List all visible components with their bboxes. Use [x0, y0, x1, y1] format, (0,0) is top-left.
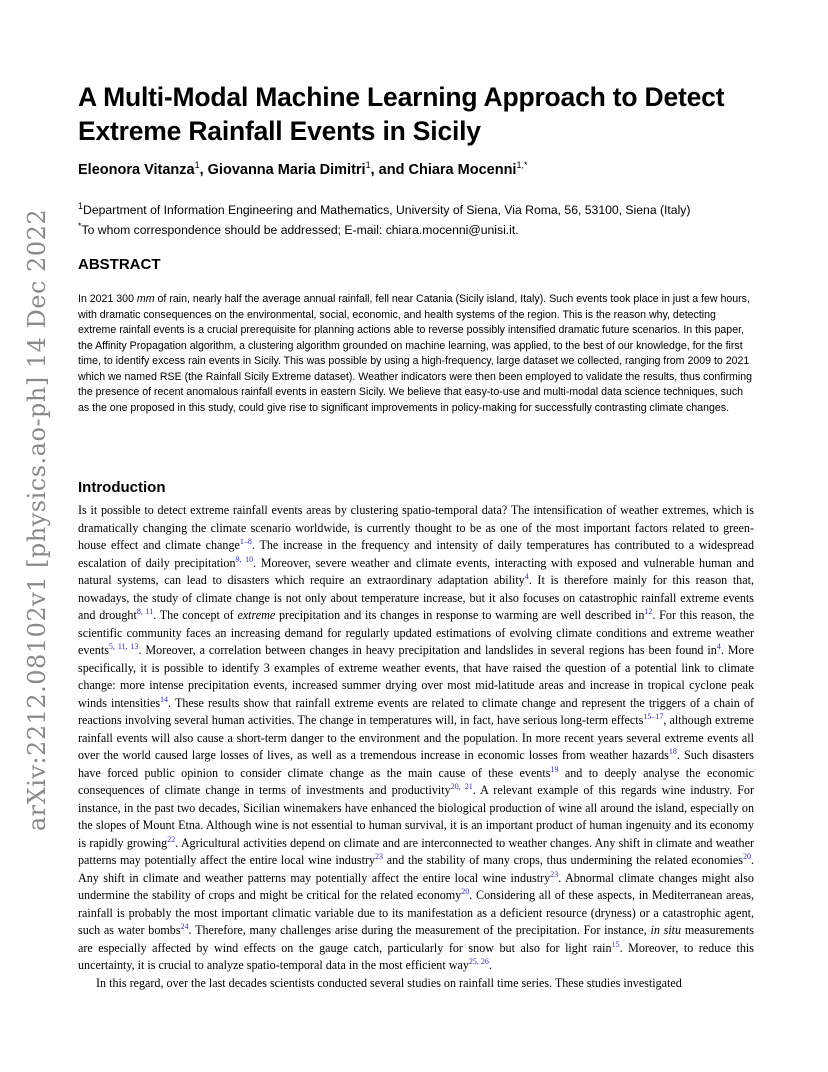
- citation-link[interactable]: 20: [461, 886, 470, 896]
- author-list: [78, 160, 527, 178]
- text-span: and to deeply analyse the economic consequences of climate change in terms of investments and productivity: [78, 765, 754, 797]
- arxiv-sidebar: [12, 208, 62, 832]
- abstract-unit: mm: [136, 293, 155, 305]
- text-span: . Such disasters have forced public opinion to consider climate change as the main cause of these events: [78, 748, 754, 780]
- citation-link[interactable]: 4: [524, 571, 529, 581]
- citation-link[interactable]: 18: [668, 746, 677, 756]
- abstract-text: [78, 292, 754, 416]
- text-span: precipitation and its changes in response to warming are well described in: [275, 608, 645, 622]
- correspondence-line: [78, 218, 768, 238]
- text-span: . Abnormal climate changes might also undermine the stability of crops and might be critical for the related economy: [78, 870, 754, 902]
- text-span: .: [488, 958, 492, 972]
- text-span: . A relevant example of this regards wine industry. For instance, in the past two decades, Sicilian winemakers have enhanced the biological production of wine all around the island, especially on the slopes of Mount Etna. Although wine is not essential to human survival, it is an important product of human ingenuity and its economy is rapidly growing: [78, 783, 755, 850]
- text-span: . For this reason, the scientific community faces an increasing demand for regularly updated estimations of evolving climate conditions and extreme weather events: [78, 608, 754, 657]
- author-name: Eleonora Vitanza: [78, 161, 195, 178]
- intro-paragraph-1: [78, 502, 754, 975]
- text-span: . Moreover, to reduce this uncertainty, it is crucial to analyze spatio-temporal data in the most efficient way: [78, 940, 754, 972]
- citation-link[interactable]: 12: [644, 606, 653, 616]
- citation-link[interactable]: 8, 11: [136, 606, 154, 616]
- intro-paragraph-2: In this regard, over the last decades scientists conducted several studies on rainfall time series. These studies investigated: [96, 975, 682, 990]
- citation-link[interactable]: 1–8: [239, 536, 252, 546]
- text-span: . It is therefore mainly for this reason that, nowadays, the study of climate change is not only about temperature increase, but it also focuses on catastrophic rainfall extreme events and drought: [78, 573, 754, 622]
- author-separator: , and: [370, 161, 409, 178]
- citation-link[interactable]: 24: [180, 921, 189, 931]
- text-span: . Therefore, many challenges arise during the measurement of the precipitation. For instance,: [188, 923, 651, 937]
- arxiv-identifier: arXiv:2212.08102v1 [physics.ao-ph] 14 Dec 2022: [23, 208, 52, 832]
- author-name: Giovanna Maria Dimitri: [207, 161, 366, 178]
- author-name: Chiara Mocenni: [408, 161, 517, 178]
- abstract-span: of rain, nearly half the average annual rainfall, fell near Catania (Sicily island, Italy). Such events took place in just a few hours, with dramatic consequences on the environmental, social, economic, and health systems of the region. This is the reason why, detecting extreme rainfall events is a crucial prerequisite for planning actions able to reverse possibly intensified dramatic future scenarios. In this paper, the Affinity Propagation algorithm, a clustering algorithm grounded on machine learning, was applied, to the best of our knowledge, for the first time, to identify excess rain events in Sicily. This was possible by using a high-frequency, large dataset we collected, ranging from 2009 to 2021 which we named RSE (the Rainfall Sicily Extreme dataset). Weather indicators were then been employed to validate the results, thus confirming the presence of recent anomalous rainfall events in eastern Sicily. We believe that easy-to-use and multi-modal data science techniques, such as the one proposed in this study, could give rise to significant improvements in policy-making for successfully contrasting climate changes.: [78, 293, 753, 414]
- text-span: , although extreme rainfall events will also cause a short-term danger to the environment and the population. In more recent years several extreme events all over the world caused large losses of lives, as well as a tremendous increase in economic losses from weather hazards: [78, 713, 754, 762]
- text-span: . Moreover, severe weather and climate events, interacting with exposed and vulnerable human and natural systems, can lead to disasters which require an extraordinary adaptation ability: [78, 555, 754, 587]
- text-span: and the stability of many crops, thus undermining the related economies: [383, 853, 743, 867]
- text-span: . Considering all of these aspects, in Mediterranean areas, rainfall is probably the most important climatic variable due to its manifestation as a deficient resource (dryness) or a catastrophic agent, such as water bombs: [78, 888, 754, 937]
- affiliation-mark: 1: [78, 201, 84, 211]
- citation-link[interactable]: 15–17: [643, 711, 664, 721]
- author-separator: ,: [199, 161, 208, 178]
- affiliation-text: Department of Information Engineering and Mathematics, University of Siena, Via Roma, 56, 53100, Siena (Italy): [83, 203, 691, 218]
- introduction-body: [78, 502, 754, 992]
- citation-link[interactable]: 14: [160, 694, 169, 704]
- text-span: measurements are especially affected by wind effects on the gauge catch, particularly for snow but also for light rain: [78, 923, 754, 955]
- citation-link[interactable]: 20, 21: [450, 781, 473, 791]
- correspondence-mark: *: [78, 221, 82, 232]
- text-span: . More specifically, it is possible to identify 3 examples of extreme weather events, that have raised the question of a potential link to climate change: more intense precipitation events, increased summer drying over most mid-latitude areas and increase in tropical cyclone peak winds intensities: [78, 643, 754, 710]
- affiliation-mark: 1,*: [516, 160, 528, 170]
- affiliations: [78, 198, 768, 238]
- citation-link[interactable]: 20: [742, 851, 751, 861]
- citation-link[interactable]: 19: [550, 764, 559, 774]
- text-span: . Agricultural activities depend on climate and are interconnected to weather changes. Any shift in climate and weather patterns may potentially affect the entire local wine industry: [78, 835, 754, 867]
- text-span: . These results show that rainfall extreme events are related to climate change and represent the triggers of a chain of reactions involving several human activities. The change in temperatures will, in fact, have serious long-term effects: [78, 695, 754, 727]
- citation-link[interactable]: 15: [611, 939, 620, 949]
- affiliation-line: [78, 198, 768, 218]
- text-span: . The increase in the frequency and intensity of daily temperatures has contributed to a widespread escalation of daily precipitation: [78, 538, 755, 570]
- abstract-span: In 2021 300: [78, 293, 137, 305]
- correspondence-text: To whom correspondence should be addressed; E-mail: chiara.mocenni@unisi.it.: [81, 223, 519, 238]
- introduction-heading: Introduction: [78, 479, 166, 496]
- citation-link[interactable]: 22: [167, 834, 176, 844]
- citation-link[interactable]: 4: [716, 641, 721, 651]
- citation-link[interactable]: 25, 26: [468, 956, 489, 966]
- citation-link[interactable]: 9, 10: [235, 554, 254, 564]
- paper-title: A Multi-Modal Machine Learning Approach to Detect Extreme Rainfall Events in Sicily: [78, 82, 725, 146]
- emphasis-text: extreme: [237, 608, 276, 622]
- affiliation-mark: 1: [365, 160, 371, 170]
- emphasis-text: in situ: [650, 923, 682, 937]
- abstract-heading: ABSTRACT: [78, 256, 161, 273]
- text-span: . Moreover, a correlation between changes in heavy precipitation and landslides in several regions has been found in: [138, 643, 717, 657]
- text-span: . Any shift in climate and weather patterns may potentially affect the entire local wine industry: [78, 853, 754, 885]
- citation-link[interactable]: 23: [375, 851, 384, 861]
- affiliation-mark: 1: [194, 160, 200, 170]
- citation-link[interactable]: 5, 11, 13: [108, 641, 139, 651]
- text-span: . The concept of: [153, 608, 238, 622]
- text-span: Is it possible to detect extreme rainfall events areas by clustering spatio-temporal data? The intensification of weather extremes, which is dramatically changing the climate scenario worldwide, is currently thought to be as one of the most important factors related to green-house effect and climate change: [78, 503, 754, 552]
- citation-link[interactable]: 23: [550, 869, 559, 879]
